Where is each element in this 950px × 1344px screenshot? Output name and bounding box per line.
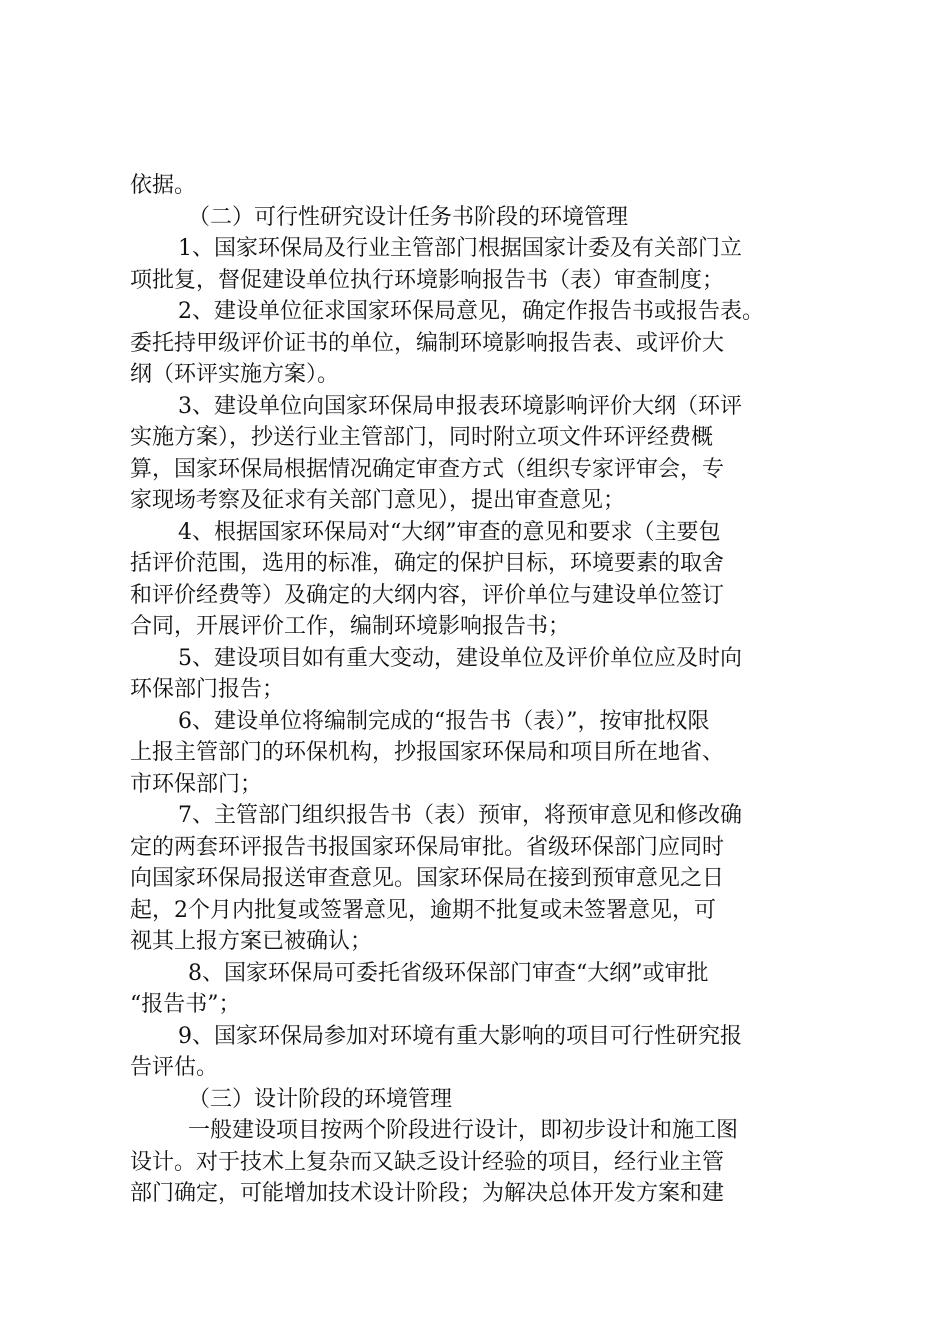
paragraph-6-line: 市环保部门；: [130, 771, 263, 797]
paragraph-3-line: 家现场考察及征求有关部门意见），提出审查意见；: [130, 488, 626, 513]
paragraph-6-line: 6、建设单位将编制完成的“报告书（表）”，按审批权限: [178, 708, 710, 734]
paragraph-2-line: 委托持甲级评价证书的单位，编制环境影响报告表、或评价大: [130, 330, 725, 356]
paragraph-2-line: 2、建设单位征求国家环保局意见，确定作报告书或报告表。: [178, 299, 764, 324]
paragraph-8-line: “报告书”；: [130, 992, 241, 1017]
paragraph-3-line: 算，国家环保局根据情况确定审查方式（组织专家评审会，专: [130, 456, 725, 482]
paragraph-4-line: 4、根据国家环保局对“大纲”审查的意见和要求（主要包: [178, 519, 721, 545]
paragraph-5-line: 5、建设项目如有重大变动，建设单位及评价单位应及时向: [178, 645, 742, 671]
paragraph-10-line: 部门确定，可能增加技术设计阶段；为解决总体开发方案和建: [130, 1181, 725, 1206]
paragraph-7-line: 定的两套环评报告书报国家环保局审批。省级环保部门应同时: [130, 834, 725, 860]
paragraph-6-line: 上报主管部门的环保机构，抄报国家环保局和项目所在地省、: [130, 740, 725, 765]
paragraph-7-line: 起，2个月内批复或签署意见，逾期不批复或未签署意见，可: [130, 897, 716, 923]
section-heading-3: （三）设计阶段的环境管理: [188, 1086, 453, 1112]
document-body: [130, 170, 830, 1210]
paragraph-8-line: 8、国家环保局可委托省级环保部门审查“大纲”或审批: [188, 960, 709, 986]
paragraph-4-line: 和评价经费等）及确定的大纲内容，评价单位与建设单位签订: [130, 582, 725, 608]
paragraph-5-line: 环保部门报告；: [130, 677, 285, 702]
paragraph-4-line: 合同，开展评价工作，编制环境影响报告书；: [130, 614, 571, 639]
text-line: 依据。: [130, 173, 197, 198]
paragraph-1-line: 1、国家环保局及行业主管部门根据国家计委及有关部门立: [178, 236, 742, 261]
section-heading-2: （二）可行性研究设计任务书阶段的环境管理: [188, 204, 629, 230]
paragraph-1-line: 项批复，督促建设单位执行环境影响报告书（表）审查制度；: [130, 267, 725, 293]
paragraph-9-line: 9、国家环保局参加对环境有重大影响的项目可行性研究报: [178, 1023, 742, 1049]
paragraph-4-line: 括评价范围，选用的标准，确定的保护目标，环境要素的取舍: [130, 551, 725, 576]
paragraph-3-line: 实施方案），抄送行业主管部门，同时附立项文件环评经费概: [130, 425, 714, 450]
paragraph-2-line: 纲（环评实施方案）。: [130, 362, 340, 387]
paragraph-7-line: 向国家环保局报送审查意见。国家环保局在接到预审意见之日: [130, 866, 725, 891]
paragraph-3-line: 3、建设单位向国家环保局申报表环境影响评价大纲（环评: [178, 393, 742, 419]
paragraph-10-line: 设计。对于技术上复杂而又缺乏设计经验的项目，经行业主管: [130, 1149, 725, 1175]
paragraph-7-line: 7、主管部门组织报告书（表）预审，将预审意见和修改确: [178, 803, 742, 828]
paragraph-9-line: 告评估。: [130, 1055, 219, 1080]
paragraph-7-line: 视其上报方案已被确认；: [130, 929, 373, 954]
paragraph-10-line: 一般建设项目按两个阶段进行设计，即初步设计和施工图: [188, 1118, 739, 1143]
